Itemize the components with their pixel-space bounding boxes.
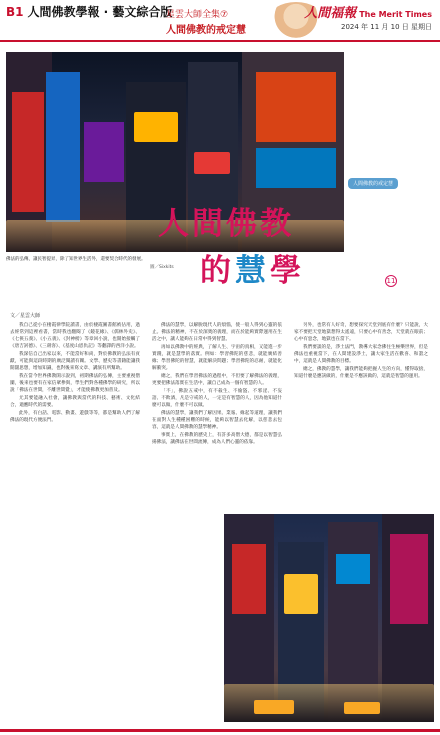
photo-credit: 圖／Sixkits [150, 265, 174, 270]
paragraph: 我深信自己出家以來，不能當好和尚，對於佛教的弘法有貢獻，可能與這段時期的廣泛閱讀有關。文學、歷史等書籍能讓我開闊思想，增加知識，也對後來寫文章、講演有所幫助。 [10, 352, 140, 371]
issue-date: 2024 年 11 月 10 日 星期日 [341, 23, 432, 31]
paragraph: 總之，我們在學習佛法的過程中，不但要了解佛法的義理，更要把佛法落實在生活中，讓自己成為一個有智慧的人。 [152, 374, 282, 386]
column-label [166, 7, 246, 36]
paragraph: 我們要談的是，淨土法門，教導大家念佛往生極樂世界，但是佛法也重視當下，在人間建設淨土，讓大家生活在歡喜、和諧之中，這就是人間佛教的目標。 [294, 345, 428, 364]
footer-rule [0, 729, 440, 732]
series-number: 11 [386, 277, 396, 285]
paragraph: 佛法的慧學，以解脫現代人的煩惱，使一般人得到心靈的依止。佛法的精神，不在於深奧的義理，而在於能夠實際運用在生活之中，讓人能夠在日常中得到智慧。 [152, 323, 282, 342]
column-label-line2: 人間佛教的戒定慧 [166, 25, 246, 36]
headline-line1: 人間佛教 [158, 206, 294, 242]
header-rule [0, 40, 440, 42]
paragraph: 總之，佛教的慧學，讓我們能夠把握人生的方向，懂得取捨，知道什麼是應該做的，什麼是不應該做的，這就是智慧的運用。 [294, 367, 428, 379]
section-tag [6, 3, 172, 20]
article-column-1 [10, 322, 140, 700]
page-header [0, 0, 440, 40]
headline-part-c: 學 [270, 253, 305, 289]
article-column-3 [294, 322, 428, 502]
kicker-tag: 人間佛教的戒定慧 [348, 178, 398, 189]
section-name: 人間佛教學報 · 藝文綜合版 [27, 5, 173, 19]
paper-name: 人間福報 [304, 6, 357, 21]
street-photo [224, 514, 434, 722]
paragraph: 另外，也常有人好奇，想要探究天堂到底有什麼？只能說，大家不要把天堂地獄想得太遙遠，只要心中有善念，天堂就在眼前；心中有惡念，地獄也在當下。 [294, 323, 428, 342]
paragraph: 尤其要能融入社會，讓佛教與當代的科技、藝術、文化結合，適應時代的需要。 [10, 396, 140, 408]
byline: 文／星雲大師 [10, 313, 41, 319]
paragraph: 事實上，在佛教的歷史上，有許多高僧大德，都是以智慧弘揚佛法，讓佛法在世間流傳，成為人們心靈的依靠。 [152, 433, 282, 445]
headline-line2 [200, 245, 305, 290]
paragraph: 我自己從小在棲霞律學院讀書，由於棲霞圖書館被佔用，過去經常到這裡看書，當時我也翻閱了《鏡花緣》、《儒林外史》、《七俠五義》、《小五義》、《封神榜》等章回小說，也開始接觸了《唐吉訶德》、《三劍客》、《基度山恩仇記》等翻譯的西洋小說。 [10, 323, 140, 349]
paper-name-en: The Merit Times [359, 10, 432, 19]
column-label-line1: 星雲大師全集⑦ [166, 10, 229, 20]
masthead [304, 2, 432, 32]
headline-highlight: 慧 [235, 253, 270, 289]
page-code: B1 [6, 5, 24, 19]
paragraph: 我在當今世界佛教開示說到，初期佛法的弘傳，主要重視僧團，後來也要有在家信眾參與，學生們對各種佛學的研究，所以說「佛法在世間，不離世間覺」，才能使佛教更加普及。 [10, 374, 140, 393]
paragraph: 佛法的慧學，讓我們了解因果、業報、緣起等道理，讓我們在面對人生種種困難的時候，能夠以智慧去化解，以慈悲去包容，這就是人間佛教的慧學精神。 [152, 411, 282, 430]
paragraph: 「不」，佛說五戒中，有不殺生、不偷盜、不邪淫、不妄語、不飲酒，凡是守戒的人，一定是有智慧的人，因為他知道什麼可以做，什麼不可以做。 [152, 389, 282, 408]
photo-caption: 佛法的弘傳，讓民智提昇，除了知世界生活外，還要契合時代的發展。 [6, 257, 146, 262]
paper-logo [304, 2, 432, 21]
paragraph: 此外，有白話、電影、動畫、遊戲等等，都是幫助人們了解佛法的現代方便法門。 [10, 411, 140, 423]
headline-part-a: 的 [200, 253, 235, 289]
paragraph: 再如以佛教中的經典，了解人生、宇宙的真相，又能進一步實踐，就是慧學的落實。例如：學習佛陀的慈悲，就能廣結善緣；學習佛陀的智慧，就能解決問題；學習佛陀的忍耐，就能化解衝突。 [152, 345, 282, 371]
